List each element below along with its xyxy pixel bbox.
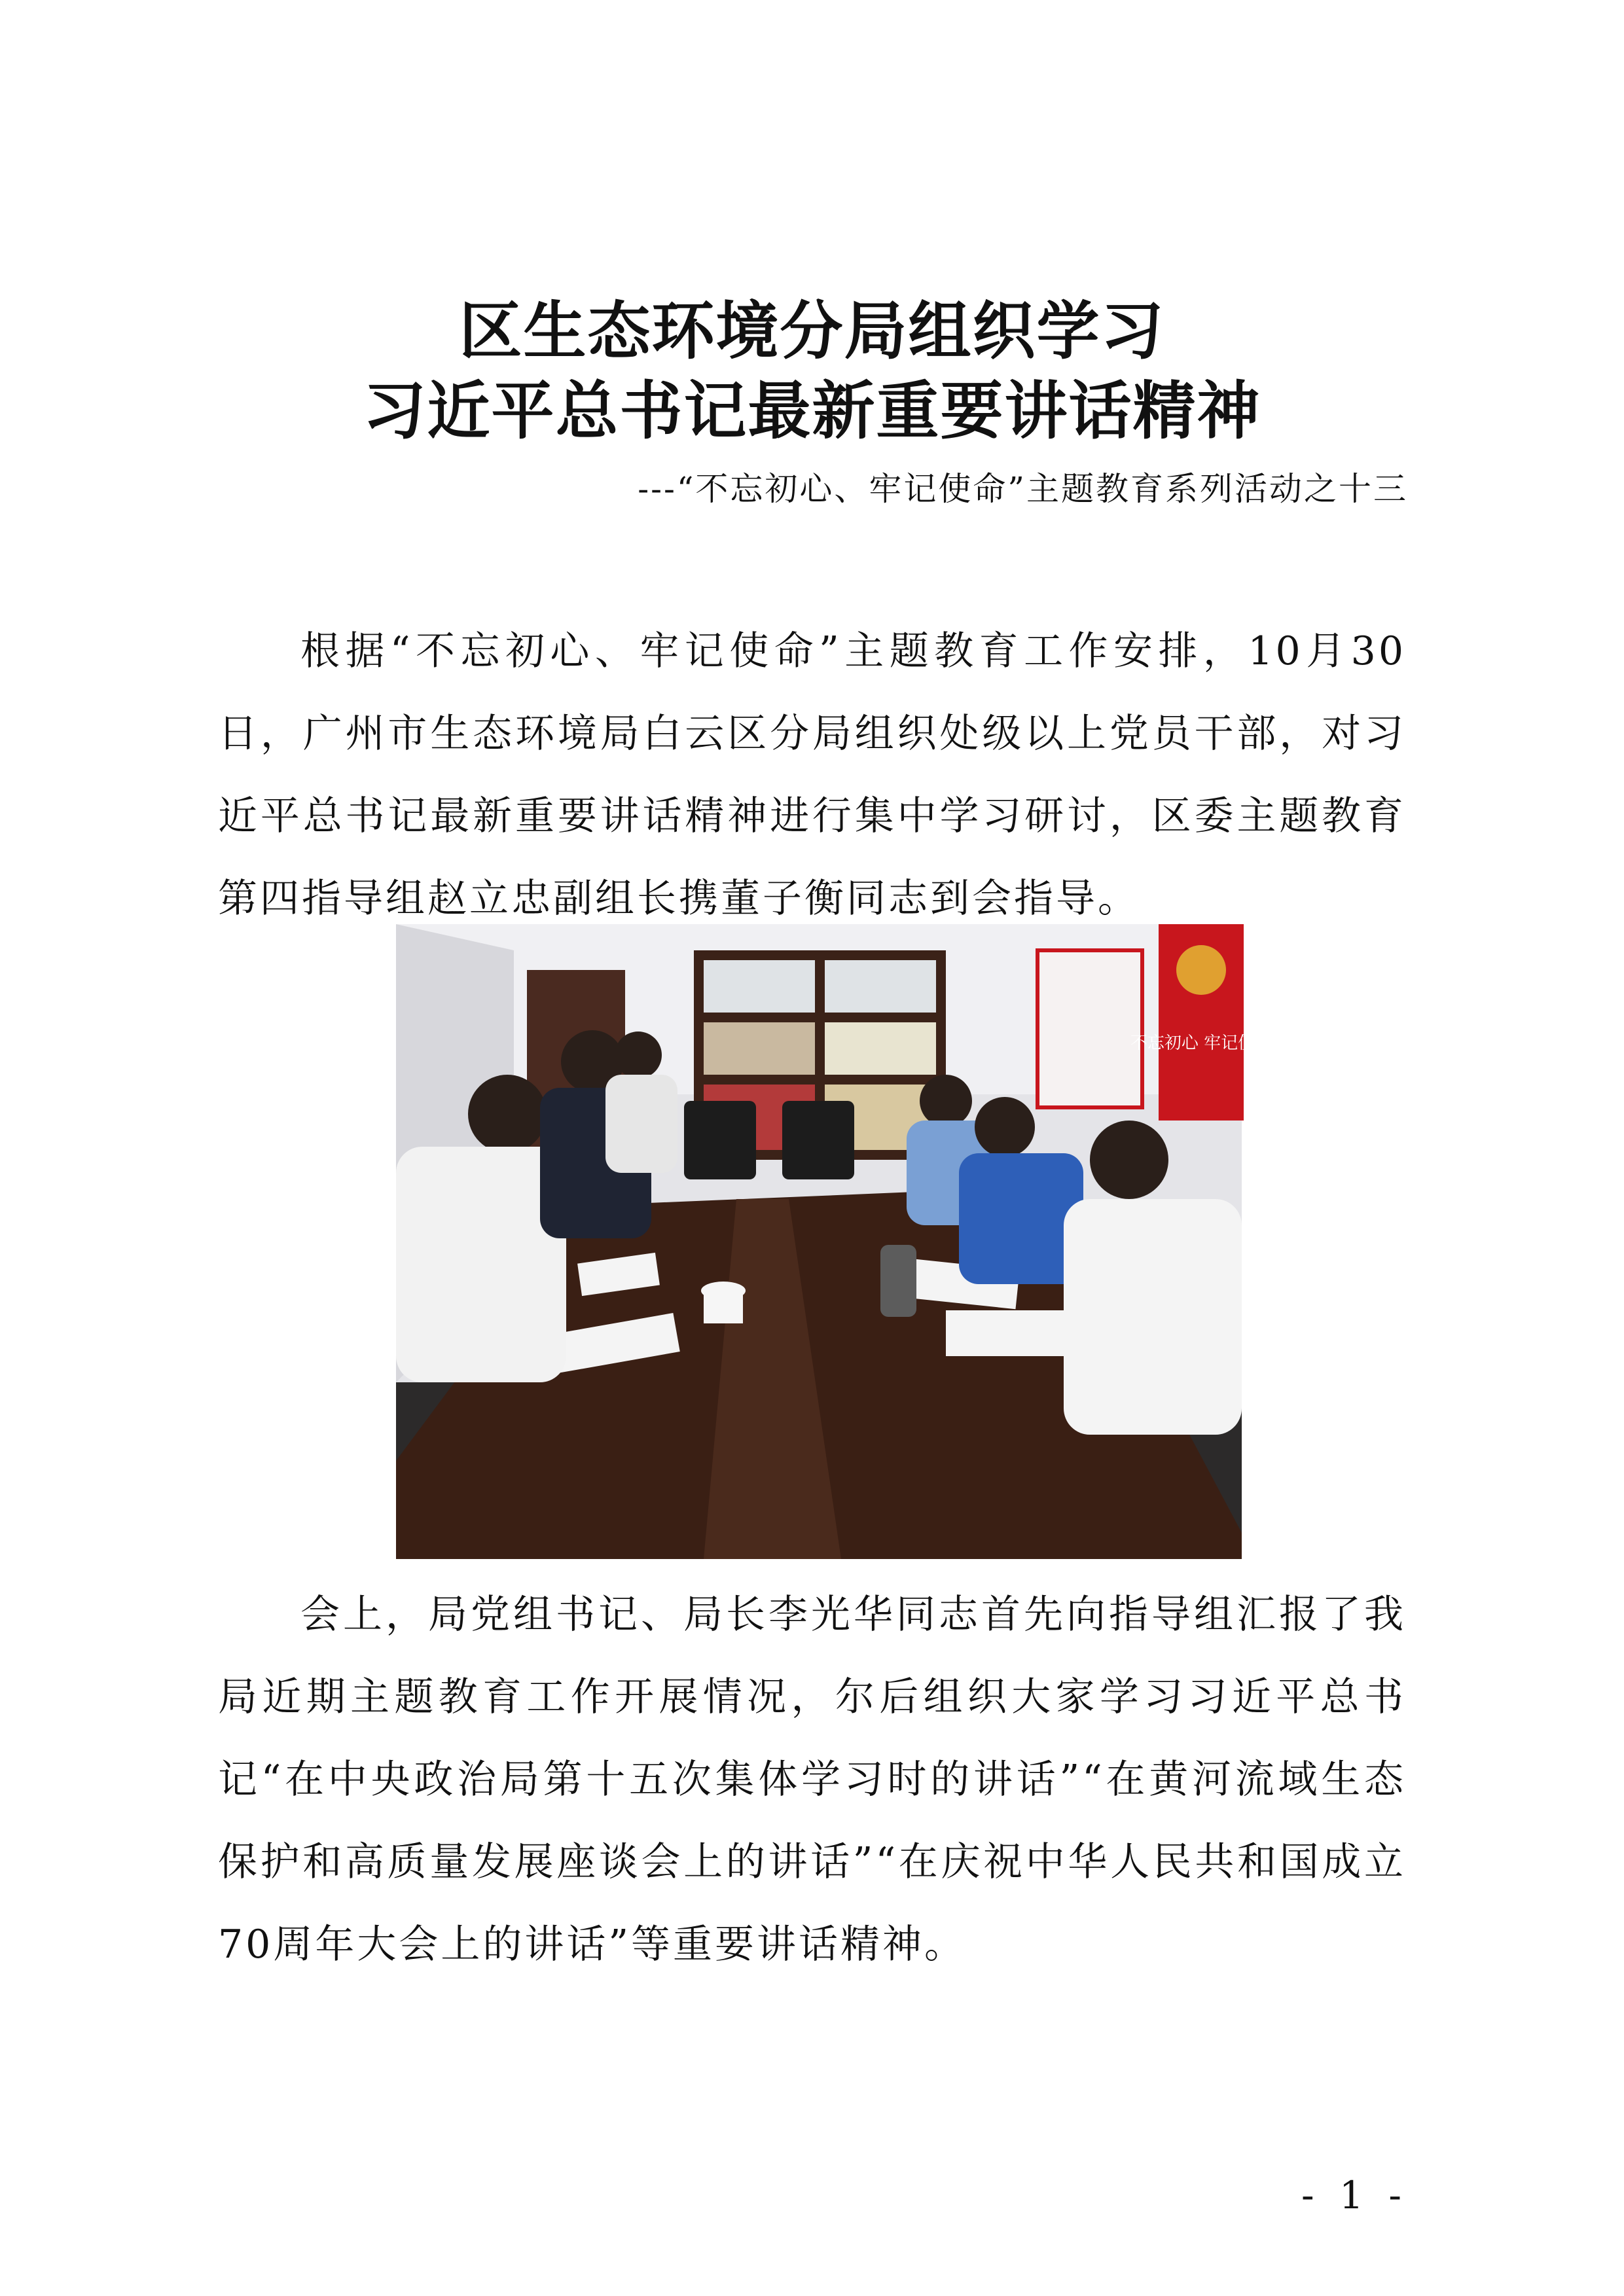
meeting-photo xyxy=(396,924,1272,1559)
document-subtitle: ---“不忘初心、牢记使命”主题教育系列活动之十三 xyxy=(638,470,1408,508)
paragraph-meeting: 会上，局党组书记、局长李光华同志首先向指导组汇报了我局近期主题教育工作开展情况，尔后组织大家学习习近平总书记“在中央政治局第十五次集体学习时的讲话”“在黄河流域生态保护和高质量发展座谈会上的讲话”“在庆祝中华人民共和国成立70周年大会上的讲话”等重要讲话精神。 xyxy=(218,1592,1406,1967)
wall-banner-text: 不忘初心 牢记使命 xyxy=(1130,1033,1272,1053)
paragraph-intro: 根据“不忘初心、牢记使命”主题教育工作安排，10月30日，广州市生态环境局白云区分局组织处级以上党员干部，对习近平总书记最新重要讲话精神进行集中学习研讨，区委主题教育第四指导组赵立忠副组长携董子衡同志到会指导。 xyxy=(218,628,1406,922)
meeting-photo-illustration xyxy=(396,924,1272,1559)
document-title-line1: 区生态环境分局组织学习 xyxy=(459,294,1165,368)
page-number: - 1 - xyxy=(1301,2173,1408,2217)
person-right-front xyxy=(1064,1199,1242,1435)
document-title-line2: 习近平总书记最新重要讲话精神 xyxy=(363,374,1261,448)
wall-chart xyxy=(1038,950,1142,1107)
